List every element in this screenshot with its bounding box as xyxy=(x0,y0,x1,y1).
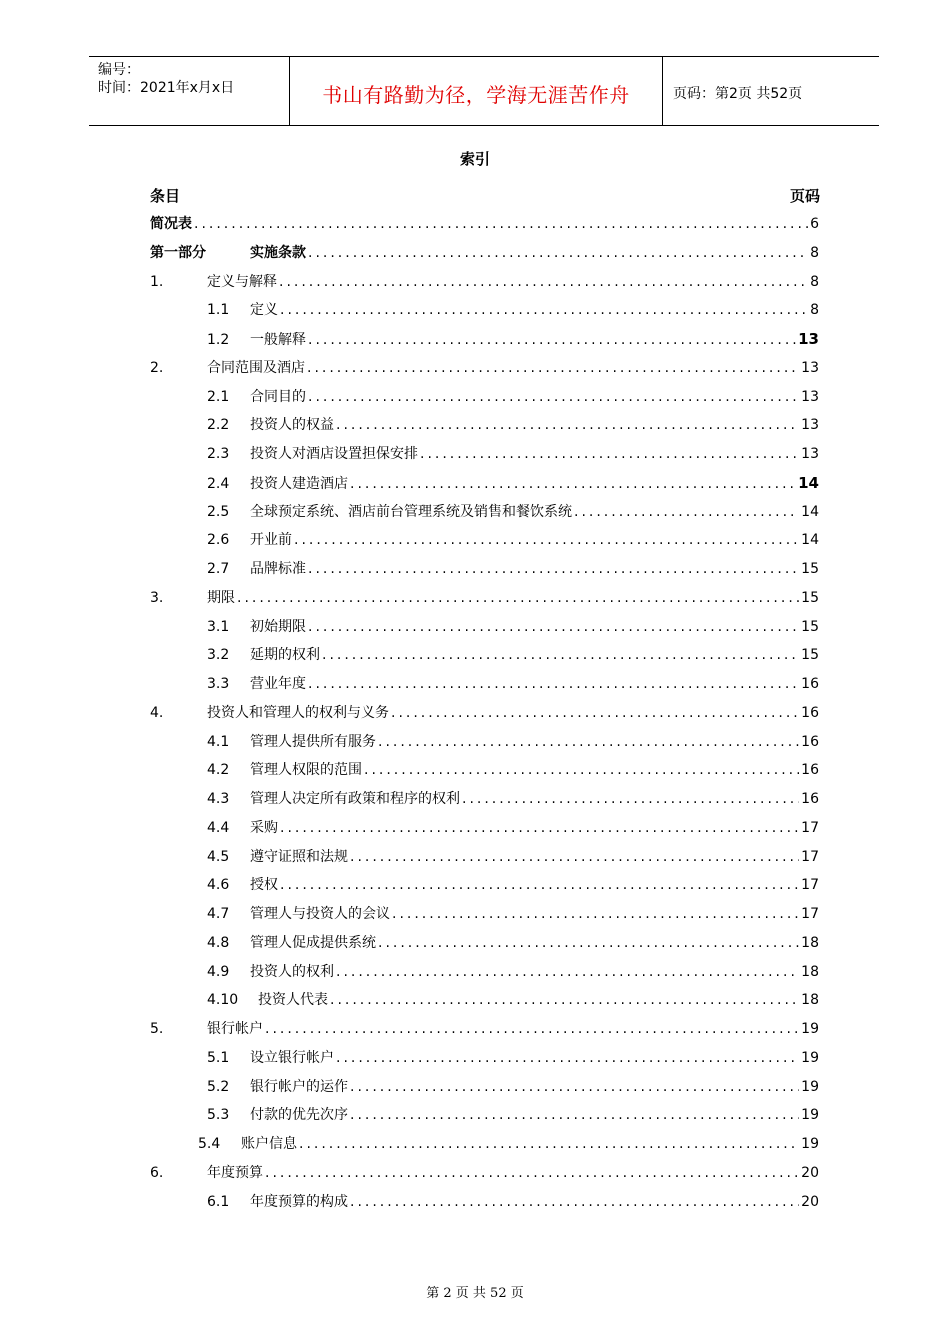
toc-entry[interactable] xyxy=(207,644,819,666)
toc-leader-dots xyxy=(194,213,808,235)
toc-row xyxy=(0,644,950,666)
toc-title: 投资人代表 xyxy=(258,992,328,1009)
toc-leader-dots xyxy=(308,242,808,264)
toc-entry[interactable] xyxy=(207,1047,819,1069)
toc-number: 4.3 xyxy=(207,791,230,807)
toc-leader-dots xyxy=(350,1076,799,1098)
toc-entry[interactable] xyxy=(207,1104,819,1126)
toc-title: 延期的权利 xyxy=(250,647,320,664)
toc-number: 5.3 xyxy=(207,1107,230,1124)
toc-title: 管理人促成提供系统 xyxy=(250,934,376,951)
toc-number: 3. xyxy=(150,589,164,606)
toc-title: 开业前 xyxy=(250,532,292,549)
toc-page-number: 14 xyxy=(801,532,819,549)
toc-number: 3.3 xyxy=(207,676,230,692)
toc-entry[interactable] xyxy=(207,529,819,551)
toc-page-number: 13 xyxy=(801,388,819,405)
toc-entry[interactable] xyxy=(207,1191,819,1213)
toc-leader-dots xyxy=(280,299,808,321)
toc-row xyxy=(0,271,950,293)
document-number-label: 编号： xyxy=(98,62,140,78)
toc-leader-dots xyxy=(350,1104,799,1126)
toc-number: 6.1 xyxy=(207,1193,230,1210)
toc-entry[interactable] xyxy=(207,1076,819,1098)
toc-row xyxy=(0,616,950,638)
toc-page-number: 15 xyxy=(801,589,819,606)
toc-title: 年度预算的构成 xyxy=(250,1193,348,1210)
toc-number: 4.2 xyxy=(207,762,230,779)
toc-title: 管理人决定所有政策和程序的权利 xyxy=(250,791,460,807)
toc-number: 5.4 xyxy=(198,1136,221,1152)
toc-row xyxy=(0,443,950,465)
toc-row xyxy=(0,414,950,436)
toc-entry[interactable] xyxy=(207,874,819,896)
header-page-cell xyxy=(663,57,879,125)
header-motto-cell xyxy=(290,57,663,125)
toc-entry[interactable] xyxy=(207,846,819,868)
toc-row xyxy=(0,213,950,235)
toc-leader-dots xyxy=(294,529,799,551)
toc-row xyxy=(0,242,950,264)
toc-title: 设立银行帐户 xyxy=(250,1049,334,1066)
toc-leader-dots xyxy=(265,1018,799,1040)
toc-row xyxy=(0,1104,950,1126)
toc-number: 1.1 xyxy=(207,302,230,319)
toc-page-number: 13 xyxy=(801,417,819,434)
toc-page-number: 8 xyxy=(810,273,819,290)
toc-leader-dots xyxy=(280,874,799,896)
toc-page-number: 18 xyxy=(801,992,819,1009)
toc-page-number: 6 xyxy=(810,216,819,232)
toc-row xyxy=(0,1191,950,1213)
toc-page-number: 17 xyxy=(801,906,819,922)
toc-number: 5.2 xyxy=(207,1078,230,1095)
toc-number: 2.5 xyxy=(207,503,230,520)
toc-entry[interactable] xyxy=(198,1133,819,1155)
toc-number: 2.1 xyxy=(207,388,230,405)
toc-number: 2.6 xyxy=(207,532,230,549)
toc-leader-dots xyxy=(308,558,799,580)
toc-number: 4.5 xyxy=(207,848,230,865)
toc-number: 1. xyxy=(150,273,164,290)
toc-title: 投资人和管理人的权利与义务 xyxy=(207,704,389,721)
toc-number: 1.2 xyxy=(207,332,230,348)
toc-row xyxy=(0,472,950,494)
toc-page-number: 18 xyxy=(801,934,819,951)
toc-title: 管理人提供所有服务 xyxy=(250,733,376,750)
toc-number: 5.1 xyxy=(207,1049,230,1066)
toc-entry[interactable] xyxy=(207,299,819,321)
toc-row xyxy=(0,1133,950,1155)
toc-entry[interactable] xyxy=(150,242,819,264)
toc-title: 投资人对酒店设置担保安排 xyxy=(250,446,418,462)
toc-page-number: 14 xyxy=(801,503,819,520)
toc-leader-dots xyxy=(574,501,799,523)
toc-title: 期限 xyxy=(207,589,235,606)
toc-title: 合同范围及酒店 xyxy=(207,359,305,376)
toc-title: 银行帐户的运作 xyxy=(250,1078,348,1095)
toc-leader-dots xyxy=(378,932,799,954)
toc-title: 全球预定系统、酒店前台管理系统及销售和餐饮系统 xyxy=(250,503,572,520)
toc-page-number: 19 xyxy=(801,1078,819,1095)
toc-entry[interactable] xyxy=(150,702,819,724)
toc-row xyxy=(0,874,950,896)
toc-leader-dots xyxy=(307,357,799,379)
toc-title: 营业年度 xyxy=(250,676,306,692)
toc-title: 简况表 xyxy=(150,216,192,232)
toc-leader-dots xyxy=(308,329,796,351)
toc-entry[interactable] xyxy=(150,213,819,235)
toc-number: 4.1 xyxy=(207,733,230,750)
toc-row xyxy=(0,386,950,408)
toc-page-number: 19 xyxy=(801,1049,819,1066)
toc-entry[interactable] xyxy=(150,1162,819,1184)
toc-page-number: 16 xyxy=(801,762,819,779)
toc-row xyxy=(0,1162,950,1184)
toc-number: 2.4 xyxy=(207,475,230,492)
toc-number: 4.10 xyxy=(207,992,239,1009)
toc-row xyxy=(0,673,950,695)
toc-entry[interactable] xyxy=(150,271,819,293)
toc-title: 投资人的权益 xyxy=(250,417,334,434)
toc-row xyxy=(0,817,950,839)
toc-row xyxy=(0,731,950,753)
toc-row xyxy=(0,961,950,983)
toc-title: 采购 xyxy=(250,819,278,836)
toc-title: 付款的优先次序 xyxy=(250,1107,348,1124)
toc-title: 管理人权限的范围 xyxy=(250,762,362,779)
toc-row xyxy=(0,1018,950,1040)
toc-leader-dots xyxy=(350,846,799,868)
toc-row xyxy=(0,788,950,810)
toc-row xyxy=(0,759,950,781)
toc-row xyxy=(0,1076,950,1098)
toc-title: 投资人建造酒店 xyxy=(250,475,348,492)
toc-number: 2.7 xyxy=(207,561,230,577)
toc-title: 一般解释 xyxy=(250,332,306,348)
toc-page-number: 20 xyxy=(801,1193,819,1210)
toc-leader-dots xyxy=(336,414,799,436)
toc-entry[interactable] xyxy=(207,759,819,781)
toc-number: 4.8 xyxy=(207,934,230,951)
toc-leader-dots xyxy=(280,817,799,839)
toc-number: 3.1 xyxy=(207,618,230,635)
toc-number: 4.7 xyxy=(207,906,230,922)
toc-number: 4.6 xyxy=(207,877,230,894)
toc-leader-dots xyxy=(237,587,799,609)
toc-entry[interactable] xyxy=(207,932,819,954)
toc-row xyxy=(0,989,950,1011)
toc-row xyxy=(0,932,950,954)
toc-entry[interactable] xyxy=(207,673,819,695)
toc-page-number: 16 xyxy=(801,704,819,721)
toc-page-number: 19 xyxy=(801,1021,819,1037)
toc-page-number: 13 xyxy=(798,330,819,348)
toc-title: 管理人与投资人的会议 xyxy=(250,906,390,922)
toc-title: 实施条款 xyxy=(250,244,306,261)
toc-entry[interactable] xyxy=(150,357,819,379)
toc-leader-dots xyxy=(462,788,799,810)
toc-page-number: 19 xyxy=(801,1136,819,1152)
toc-leader-dots xyxy=(308,673,799,695)
toc-row xyxy=(0,558,950,580)
toc-entry[interactable] xyxy=(207,328,819,351)
toc-page-number: 15 xyxy=(801,561,819,577)
toc-title: 初始期限 xyxy=(250,618,306,635)
toc-entry[interactable] xyxy=(207,616,819,638)
toc-title: 年度预算 xyxy=(207,1164,263,1181)
toc-number: 3.2 xyxy=(207,647,230,664)
toc-page-number: 17 xyxy=(801,848,819,865)
toc-entry[interactable] xyxy=(207,414,819,436)
toc-row xyxy=(0,1047,950,1069)
index-title: 索引 xyxy=(459,150,490,168)
toc-entry[interactable] xyxy=(207,788,819,810)
toc-page-number: 15 xyxy=(801,618,819,635)
toc-row xyxy=(0,846,950,868)
header-table xyxy=(89,56,879,126)
toc-number: 4.4 xyxy=(207,819,230,836)
toc-title: 银行帐户 xyxy=(207,1021,263,1037)
page-footer: 第 2 页 共 52 页 xyxy=(426,1286,524,1301)
toc-leader-dots xyxy=(330,989,799,1011)
toc-entry[interactable] xyxy=(207,817,819,839)
toc-entry[interactable] xyxy=(207,443,819,465)
page-info: 页码：第2页 共52页 xyxy=(673,86,803,102)
toc-leader-dots xyxy=(265,1162,799,1184)
toc-row xyxy=(0,357,950,379)
toc-title: 合同目的 xyxy=(250,388,306,405)
toc-title: 授权 xyxy=(250,877,278,894)
toc-entry[interactable] xyxy=(207,903,819,925)
toc-page-number: 16 xyxy=(801,791,819,807)
toc-leader-dots xyxy=(420,443,799,465)
toc-page-number: 14 xyxy=(798,473,819,492)
toc-row xyxy=(0,299,950,321)
toc-page-number: 13 xyxy=(801,359,819,376)
toc-page-number: 8 xyxy=(810,302,819,319)
toc-page-number: 16 xyxy=(801,733,819,750)
toc-entry[interactable] xyxy=(207,386,819,408)
toc-number: 4. xyxy=(150,704,164,721)
toc-entry[interactable] xyxy=(207,472,819,495)
toc-page-number: 16 xyxy=(801,676,819,692)
toc-title: 账户信息 xyxy=(241,1136,297,1152)
toc-entry[interactable] xyxy=(207,731,819,753)
toc-entry[interactable] xyxy=(207,558,819,580)
header-meta-cell xyxy=(89,57,290,125)
toc-number: 2.3 xyxy=(207,446,230,462)
toc-number: 6. xyxy=(150,1164,164,1181)
toc-page-number: 13 xyxy=(801,446,819,462)
motto-text: 书山有路勤为径，学海无涯苦作舟 xyxy=(322,83,630,107)
toc-title: 投资人的权利 xyxy=(250,963,334,980)
toc-leader-dots xyxy=(336,961,799,983)
document-date-label: 时间：2021年x月x日 xyxy=(98,80,235,96)
toc-entry[interactable] xyxy=(207,989,819,1011)
toc-leader-dots xyxy=(322,644,799,666)
toc-entry[interactable] xyxy=(150,1018,819,1040)
toc-number: 2. xyxy=(150,359,164,376)
toc-leader-dots xyxy=(350,473,796,495)
toc-leader-dots xyxy=(350,1191,799,1213)
toc-number: 4.9 xyxy=(207,963,230,980)
toc-title: 品牌标准 xyxy=(250,561,306,577)
toc-number: 第一部分 xyxy=(150,244,206,261)
column-header-entry: 条目 xyxy=(150,187,181,205)
toc-row xyxy=(0,702,950,724)
toc-row xyxy=(0,587,950,609)
toc-number: 2.2 xyxy=(207,417,230,434)
toc-row xyxy=(0,903,950,925)
toc-page-number: 18 xyxy=(801,963,819,980)
toc-page-number: 15 xyxy=(801,647,819,664)
toc-title: 定义 xyxy=(250,302,278,319)
toc-leader-dots xyxy=(336,1047,799,1069)
toc-page-number: 20 xyxy=(801,1164,819,1181)
toc-leader-dots xyxy=(391,702,799,724)
toc-leader-dots xyxy=(308,386,799,408)
toc-page-number: 8 xyxy=(810,244,819,261)
toc-leader-dots xyxy=(279,271,808,293)
toc-page-number: 17 xyxy=(801,819,819,836)
toc-row xyxy=(0,328,950,350)
toc-entry[interactable] xyxy=(207,961,819,983)
toc-row xyxy=(0,501,950,523)
toc-leader-dots xyxy=(392,903,799,925)
toc-entry[interactable] xyxy=(207,501,819,523)
toc-leader-dots xyxy=(378,731,799,753)
toc-leader-dots xyxy=(364,759,799,781)
toc-page-number: 19 xyxy=(801,1107,819,1124)
toc-number: 5. xyxy=(150,1021,164,1037)
toc-leader-dots xyxy=(299,1133,799,1155)
toc-leader-dots xyxy=(308,616,799,638)
toc-page-number: 17 xyxy=(801,877,819,894)
toc-entry[interactable] xyxy=(150,587,819,609)
toc-row xyxy=(0,529,950,551)
column-header-page: 页码 xyxy=(789,187,820,205)
toc-title: 遵守证照和法规 xyxy=(250,848,348,865)
toc-title: 定义与解释 xyxy=(207,273,277,290)
